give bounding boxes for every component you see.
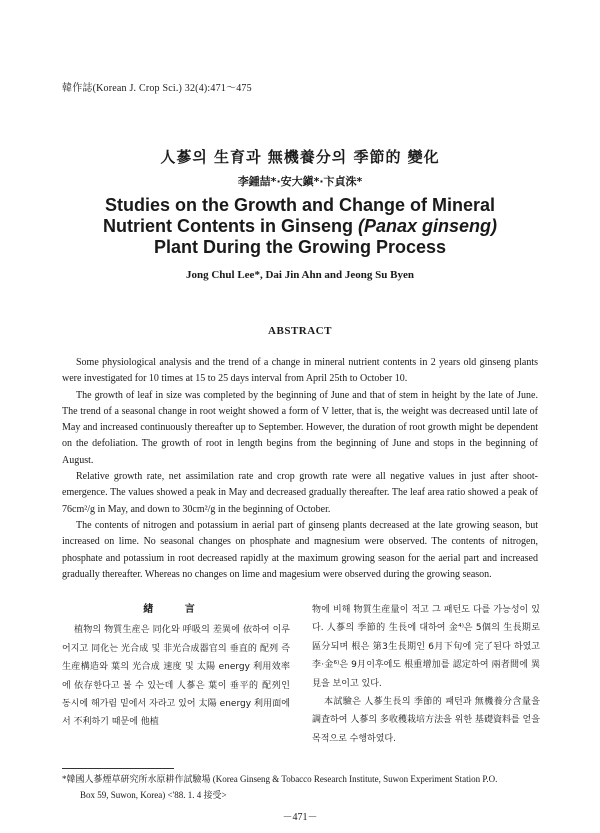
introduction-paragraph: 本試驗은 人蔘生長의 季節的 패턴과 無機養分含量을 調査하여 人蔘의 多收穫栽培方法을 위한 基礎資料를 얻을 목적으로 수행하였다. [312,697,540,744]
footnote-divider [62,768,174,769]
footnote-line: Box 59, Suwon, Korea) <'88. 1. 4 接受> [80,790,227,800]
affiliation-footnote [62,771,532,803]
page-number: －471－ [282,812,318,823]
title-line-3: Plant During the Growing Process [153,237,447,257]
introduction-right-column [312,601,540,748]
korean-title: 人蔘의 生育과 無機養分의 季節的 變化 [160,148,440,166]
title-line-2 [0,216,600,237]
introduction-heading: 緖 言 [143,604,209,615]
journal-citation: 韓作誌(Korean J. Crop Sci.) 32(4):471～475 [62,83,252,94]
introduction-paragraph: 植物의 物質生産은 同化와 呼吸의 差異에 依하여 이루어지고 同化는 光合成 및 非光合成器官의 垂直的 配列 즉 生産構造와 葉의 光合成 速度 및 太陽 energy 利用效率에 依存한다고 볼 수 있는데 人蔘은 葉이 垂平的 配列인 동시에 해가림 밑에서 자라고 있어 太陽 energy 利用面에서 不利하기 때문에 他植 [62,625,290,728]
title-species-name: (Panax ginseng) [357,216,498,236]
english-authors: Jong Chul Lee*, Dai Jin Ahn and Jeong Su Byen [185,269,414,281]
title-line-2-text: Nutrient Contents in Ginseng [102,216,358,236]
abstract-paragraph: The contents of nitrogen and potassium in aerial part of ginseng plants decreased at the late growing season, but increased on lime. No seasonal changes on phosphate and magnesium were observed. The contents of nitrogen, phosphate and potassium in root decreased rapidly at the maximum growing season for the aerial part and increased gradually thereafter. Whereas no changes on lime and magesium were observed during the growing season. [62,519,538,580]
abstract-heading: ABSTRACT [268,325,332,337]
introduction-paragraph: 物에 비해 物質生産量이 적고 그 패턴도 다를 가능성이 있다. 人蔘의 季節的 生長에 대하여 金⁴⁾은 5個의 生長期로 區分되며 根은 第3生長期인 6月下旬에 完了된다 하였고 李·金⁶⁾은 9月이후에도 根重增加를 認定하여 兩者間에 異見을 보이고 있다. [312,605,540,689]
abstract-body [62,355,538,583]
abstract-paragraph: The growth of leaf in size was completed by the beginning of June and that of stem in height by the late of June. The trend of a seasonal change in root weight showed a form of V letter, that is, the weight was decreased until late of May and increased continuously thereafter up to September. However, the duration of root growth might be dependent on the defoliation. The growth of root in length begins from the beginning of June and stops in the beginning of August. [62,389,538,466]
title-line-1: Studies on the Growth and Change of Mineral [104,195,495,215]
english-title [0,195,600,258]
korean-authors: 李鍾喆*·安大鎭*·卞貞洙* [237,175,363,188]
abstract-paragraph: Relative growth rate, net assimilation rate and crop growth rate were all negative values in just after shoot-emergence. The values showed a peak in May and decreased gradually thereafter. The leaf area ratio showed a peak of 76cm²/g in May, and down to 30cm²/g in the beginning of October. [62,471,538,515]
introduction-left-column [62,601,290,732]
abstract-paragraph: Some physiological analysis and the trend of a change in mineral nutrient contents in 2 years old ginseng plants were investigated for 10 times at 15 to 25 days interval from April 25th to October 10. [62,357,538,385]
footnote-line: *韓國人蔘煙草硏究所水原耕作試驗場 (Korea Ginseng & Tobacco Research Institute, Suwon Experiment Station P.O. [62,774,498,784]
